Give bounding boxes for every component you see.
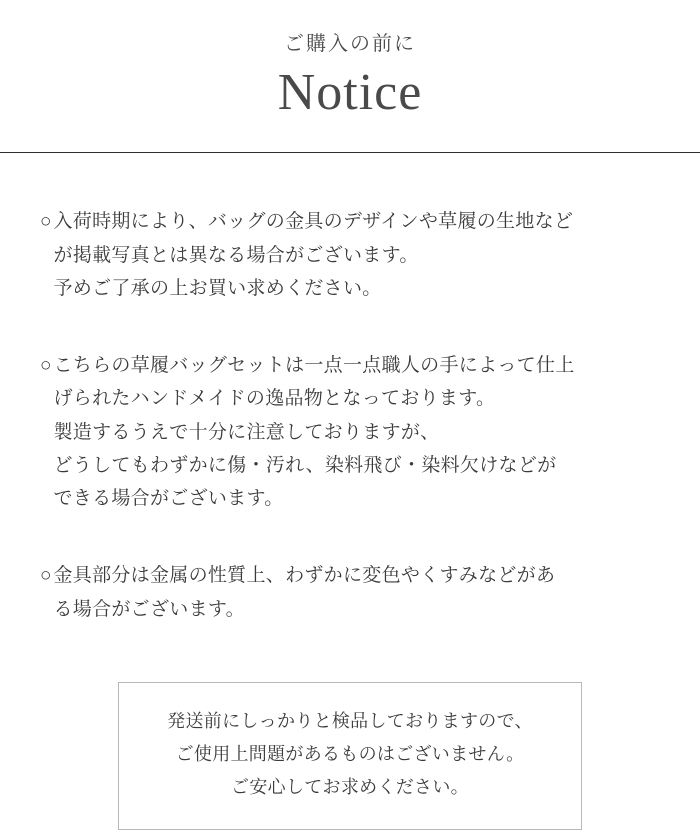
note-line: る場合がございます。 [53, 598, 245, 620]
callout-line: ご安心してお求めください。 [231, 777, 469, 798]
page-title: Notice [277, 64, 423, 121]
note-line: こちらの草履バッグセットは一点一点職人の手によって仕上 [53, 355, 575, 377]
note-line: できる場合がございます。 [53, 488, 284, 510]
note-text [53, 205, 573, 305]
note-line: 製造するうえで十分に注意しておりますが、 [53, 421, 440, 443]
note-line: 金具部分は金属の性質上、わずかに変色やくすみなどがあ [53, 565, 556, 587]
callout-line: 発送前にしっかりと検品しておりますので、 [167, 710, 533, 731]
note-item [40, 349, 660, 515]
page-header [0, 0, 700, 124]
page-subtitle: ご購入の前に [284, 33, 416, 55]
note-item [40, 559, 660, 626]
note-line: が掲載写真とは異なる場合がございます。 [53, 244, 419, 266]
callout-box [118, 682, 582, 830]
note-line: げられたハンドメイドの逸品物となっております。 [53, 388, 496, 410]
bullet-icon: ○ [40, 355, 52, 377]
header-divider [0, 152, 700, 153]
bullet-icon: ○ [40, 211, 52, 233]
note-text [53, 349, 574, 515]
note-text [53, 559, 555, 626]
note-line: 予めご了承の上お買い求めください。 [53, 277, 382, 299]
note-item [40, 205, 660, 305]
callout-line: ご使用上問題があるものはございません。 [175, 744, 525, 765]
bullet-icon: ○ [40, 565, 52, 587]
note-line: どうしてもわずかに傷・汚れ、染料飛び・染料欠けなどが [53, 454, 557, 476]
note-line: 入荷時期により、バッグの金具のデザインや草履の生地など [53, 211, 574, 233]
notice-content [0, 205, 700, 829]
